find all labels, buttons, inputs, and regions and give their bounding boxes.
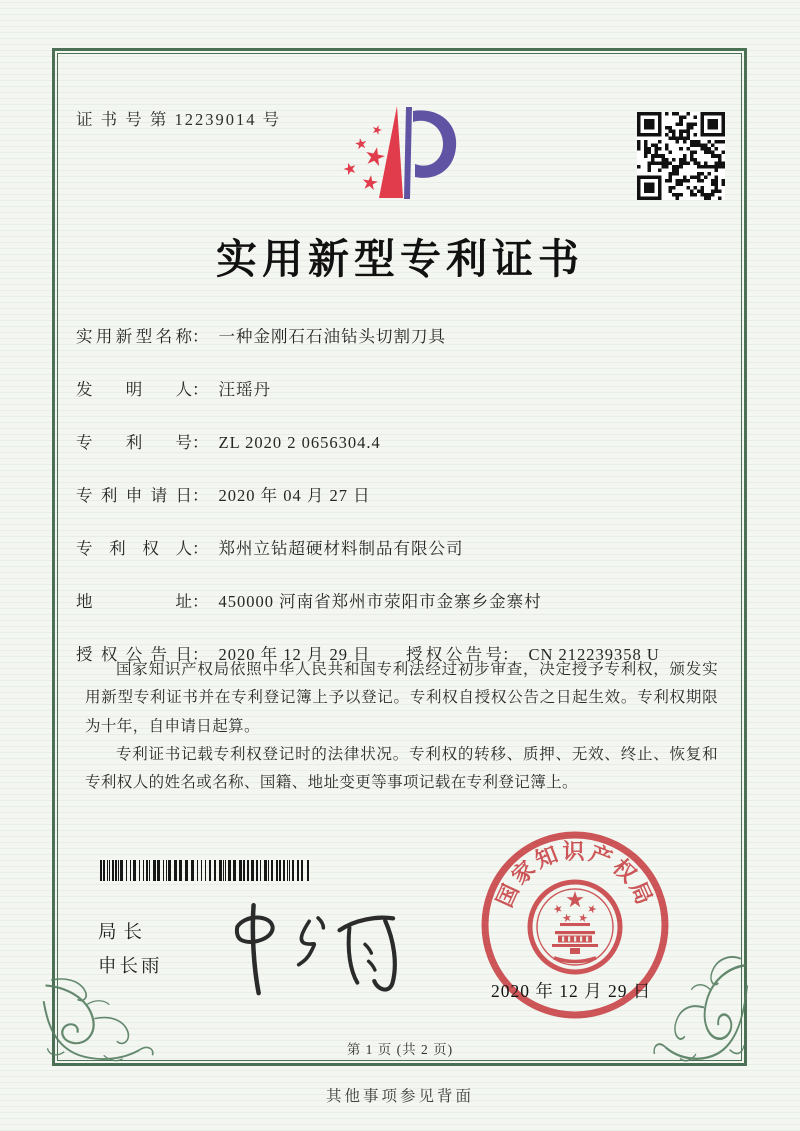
certificate-number: 证 书 号 第 12239014 号 bbox=[76, 110, 282, 129]
corner-flourish-icon bbox=[38, 975, 160, 1071]
field-colon: ： bbox=[192, 592, 209, 611]
field-label: 授权公告号 bbox=[406, 645, 502, 664]
field-value: 2020 年 12 月 29 日 bbox=[218, 645, 371, 664]
seal-date: 2020 年 12 月 29 日 bbox=[491, 981, 652, 1001]
commissioner-title: 局长 bbox=[98, 923, 150, 943]
national-emblem-icon bbox=[530, 882, 620, 972]
field-colon: ： bbox=[192, 486, 209, 505]
field-colon: ： bbox=[192, 539, 209, 558]
barcode-icon bbox=[100, 860, 312, 881]
field-patent-number bbox=[76, 429, 721, 453]
seal-arc-text: 国家知识产权局 bbox=[491, 838, 659, 911]
field-value: 郑州立钻超硬材料制品有限公司 bbox=[218, 539, 464, 558]
cnipa-logo-icon bbox=[328, 100, 468, 215]
page-number: 第 1 页 (共 2 页) bbox=[346, 1042, 454, 1057]
field-patentee bbox=[76, 535, 721, 559]
field-label: 专利号 bbox=[76, 433, 192, 452]
back-side-note: 其他事项参见背面 bbox=[325, 1088, 474, 1105]
field-value: ZL 2020 2 0656304.4 bbox=[218, 433, 381, 452]
field-label: 授权公告日 bbox=[76, 645, 192, 664]
field-label: 专利申请日 bbox=[76, 486, 192, 505]
field-value: 汪瑶丹 bbox=[218, 380, 271, 399]
certificate-title: 实用新型专利证书 bbox=[216, 236, 584, 282]
fields-block bbox=[76, 323, 721, 665]
legal-text-block bbox=[85, 656, 718, 798]
field-colon: ： bbox=[192, 327, 209, 346]
legal-paragraph-1: 国家知识产权局依照中华人民共和国专利法经过初步审查，决定授予专利权，颁发实用新型专利证书并在专利登记簿上予以登记。专利权自授权公告之日起生效。专利权期限为十年，自申请日起算。 bbox=[85, 661, 718, 735]
field-label: 地址 bbox=[76, 592, 192, 611]
field-colon: ： bbox=[192, 433, 209, 452]
field-value: 450000 河南省郑州市荥阳市金寨乡金寨村 bbox=[218, 592, 542, 611]
field-filing-date bbox=[76, 482, 721, 506]
field-utility-model-name bbox=[76, 323, 721, 347]
handwritten-signature bbox=[220, 888, 416, 1003]
field-value: CN 212239358 U bbox=[528, 645, 660, 664]
qr-code-icon bbox=[637, 112, 725, 200]
field-value: 2020 年 04 月 27 日 bbox=[218, 486, 371, 505]
field-colon: ： bbox=[502, 645, 519, 664]
field-inventor bbox=[76, 376, 721, 400]
field-label: 发明人 bbox=[76, 380, 192, 399]
field-address bbox=[76, 588, 721, 612]
legal-paragraph-2: 专利证书记载专利权登记时的法律状况。专利权的转移、质押、无效、终止、恢复和专利权人的姓名或名称、国籍、地址变更等事项记载在专利登记簿上。 bbox=[85, 746, 718, 792]
field-colon: ： bbox=[192, 645, 209, 664]
field-label: 专利权人 bbox=[76, 539, 192, 558]
field-label: 实用新型名称 bbox=[76, 327, 192, 346]
field-colon: ： bbox=[192, 380, 209, 399]
field-value: 一种金刚石石油钻头切割刀具 bbox=[218, 327, 446, 346]
commissioner-name: 申长雨 bbox=[98, 957, 163, 977]
